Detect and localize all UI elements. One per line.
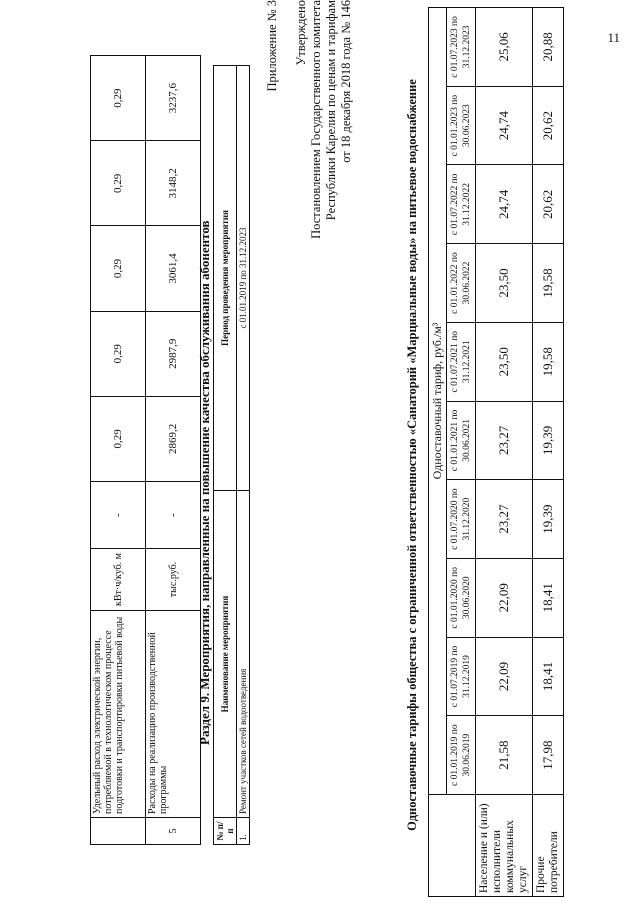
tariff-value: 23,27 <box>476 480 533 559</box>
period-header: с 01.01.2019 по 30.06.2019 <box>447 716 476 795</box>
col-header-period: Период проведения мероприятия <box>214 66 237 491</box>
value-cell: 3061,4 <box>146 226 201 311</box>
approval-line: от 18 декабря 2018 года № 146 <box>339 0 353 163</box>
table-row <box>237 66 250 845</box>
indicator-name: Расходы на реализацию производственной программы <box>146 611 201 818</box>
value-cell: 3148,2 <box>146 141 201 226</box>
section9-title: Раздел 9. Мероприятия, направленные на повышение качества обслуживания абонентов <box>197 220 212 745</box>
tariff-value: 25,06 <box>476 8 533 87</box>
tariff-value: 23,50 <box>476 244 533 323</box>
tariff-value: 19,58 <box>533 244 564 323</box>
table-header-row <box>429 8 447 897</box>
value-cell: 0,29 <box>91 311 146 396</box>
corner-cell <box>429 795 476 897</box>
table-row <box>476 8 533 897</box>
period-header: с 01.07.2022 по 31.12.2022 <box>447 165 476 244</box>
row-number <box>91 818 146 845</box>
value-cell: 0,29 <box>91 56 146 141</box>
tariff-value: 22,09 <box>476 558 533 637</box>
tariff-value: 24,74 <box>476 86 533 165</box>
period-header: с 01.07.2023 по 31.12.2023 <box>447 8 476 87</box>
row-number: 5 <box>146 818 201 845</box>
tariff-value: 20,62 <box>533 86 564 165</box>
unit-cell: кВт·ч/куб. м <box>91 549 146 611</box>
tariff-value: 19,39 <box>533 401 564 480</box>
tariff-value: 24,74 <box>476 165 533 244</box>
value-cell: 2987,9 <box>146 311 201 396</box>
period-header: с 01.07.2021 по 31.12.2021 <box>447 322 476 401</box>
tariff-value: 21,58 <box>476 716 533 795</box>
value-cell: 2869,2 <box>146 396 201 481</box>
unit-cell: тыс.руб. <box>146 549 201 611</box>
table-row <box>146 56 201 845</box>
table-row <box>533 8 564 897</box>
tariff-value: 18,41 <box>533 637 564 716</box>
base-cell: - <box>91 482 146 549</box>
table-header-row <box>214 66 237 845</box>
row-number: 1. <box>237 818 250 845</box>
annex-label: Приложение № 3 <box>265 0 279 92</box>
col-header-number: № п/п <box>214 818 237 845</box>
tariff-value: 23,50 <box>476 322 533 401</box>
page-number: 11 <box>607 30 620 45</box>
tariff-value: 19,39 <box>533 480 564 559</box>
value-cell: 0,29 <box>91 396 146 481</box>
tariff-value: 19,58 <box>533 322 564 401</box>
tariff-group-header: Одноставочный тариф, руб./м³ <box>429 8 447 795</box>
value-cell: 0,29 <box>91 226 146 311</box>
period-header: с 01.07.2019 по 31.12.2019 <box>447 637 476 716</box>
consumer-category: Прочие потребители <box>533 795 564 897</box>
base-cell: - <box>146 482 201 549</box>
consumer-category: Население и (или) исполнители коммунальных услуг <box>476 795 533 897</box>
approval-block <box>265 0 354 360</box>
period-header: с 01.01.2023 по 30.06.2023 <box>447 86 476 165</box>
tariff-value: 20,88 <box>533 8 564 87</box>
table-row <box>91 56 146 845</box>
tariff-title: Одноставочные тарифы общества с ограниченной ответственностью «Санаторий «Марциальные воды» на питьевое водоснабжение <box>405 79 419 831</box>
approval-line: Республики Карелия по ценам и тарифам <box>324 0 338 221</box>
value-cell: 0,29 <box>91 141 146 226</box>
tariff-value: 18,41 <box>533 558 564 637</box>
approval-line: Постановлением Государственного комитета <box>309 0 323 239</box>
period-header: с 01.01.2022 по 30.06.2022 <box>447 244 476 323</box>
measure-period: с 01.01.2019 по 31.12.2023 <box>237 66 250 491</box>
value-cell: 3237,6 <box>146 56 201 141</box>
tariff-value: 17,98 <box>533 716 564 795</box>
tariff-value: 22,09 <box>476 637 533 716</box>
section9-table <box>213 65 250 845</box>
indicator-name: Удельный расход электрической энергии, потребляемой в технологическом процессе подготовки и транспортировки питьевой воды <box>91 611 146 818</box>
tariff-value: 23,27 <box>476 401 533 480</box>
col-header-name: Наименование мероприятия <box>214 491 237 818</box>
period-header: с 01.01.2021 по 30.06.2021 <box>447 401 476 480</box>
section8-table <box>90 55 201 845</box>
approved-label: Утверждено <box>294 0 308 66</box>
measure-name: Ремонт участков сетей водоотведения <box>237 491 250 818</box>
period-header: с 01.01.2020 по 30.06.2020 <box>447 558 476 637</box>
period-header: с 01.07.2020 по 31.12.2020 <box>447 480 476 559</box>
tariff-value: 20,62 <box>533 165 564 244</box>
table-header-row <box>447 8 476 897</box>
tariff-table <box>428 7 564 897</box>
